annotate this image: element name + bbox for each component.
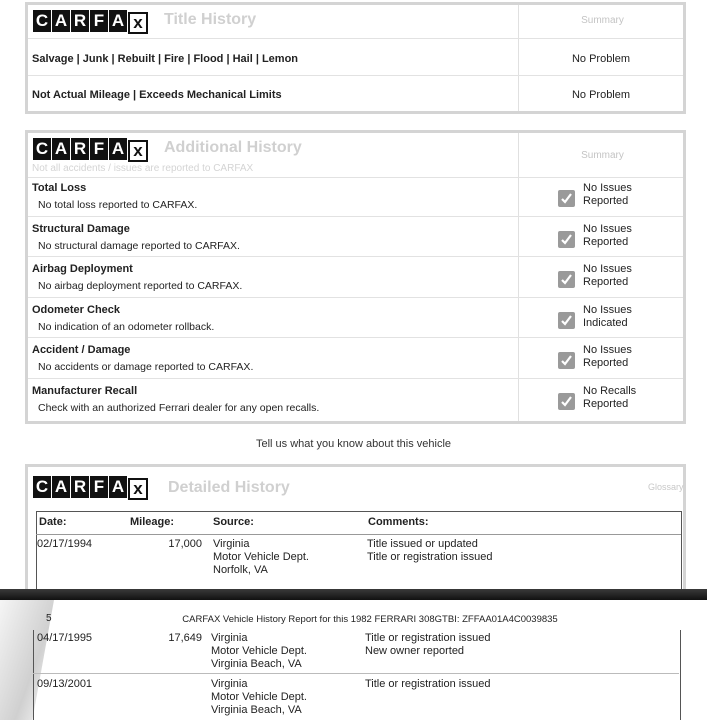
record-source: Virginia Motor Vehicle Dept. Virginia Beach, VA: [211, 678, 307, 716]
checkmark-icon: [558, 271, 575, 288]
title-brand-row-label: Salvage | Junk | Rebuilt | Fire | Flood | Hail | Lemon: [32, 53, 299, 65]
history-item-status-line1: No Issues: [583, 303, 632, 316]
history-item-status-line2: Indicated: [583, 316, 628, 329]
history-item-title: Odometer Check: [32, 303, 121, 316]
mileage-row-label: Not Actual Mileage | Exceeds Mechanical Limits: [32, 89, 282, 101]
carfax-logo: C A R F A x: [33, 476, 148, 500]
mileage-column-header: Mileage:: [130, 516, 175, 528]
history-item-description: No indication of an odometer rollback.: [38, 320, 215, 333]
page-number: 5: [46, 613, 52, 624]
checkmark-icon: [558, 231, 575, 248]
record-comments: Title or registration issued New owner reported: [365, 632, 491, 657]
record-source: Virginia Motor Vehicle Dept. Virginia Beach, VA: [211, 632, 307, 670]
history-item-description: No airbag deployment reported to CARFAX.: [38, 280, 243, 292]
row-divider: [28, 256, 683, 257]
record-date: 09/13/2001: [37, 678, 93, 690]
row-divider: [28, 297, 683, 298]
history-item-status-line2: Reported: [583, 397, 629, 410]
row-divider: [28, 378, 683, 379]
title-brand-row-value: No Problem: [571, 53, 631, 65]
additional-history-heading: Additional History: [164, 139, 302, 156]
history-item-status-line2: Reported: [583, 195, 629, 207]
history-item-status-line1: No Issues: [583, 182, 632, 194]
checkmark-icon: [558, 190, 575, 207]
history-item-status-line1: No Issues: [583, 344, 632, 356]
glossary-link[interactable]: Glossary: [648, 482, 684, 492]
history-item-status-line2: Reported: [583, 276, 629, 288]
history-item-title: Total Loss: [32, 182, 87, 194]
record-mileage: 17,649: [168, 632, 202, 644]
record-comments: Title issued or updated Title or registration issued: [367, 538, 493, 563]
detailed-history-heading: Detailed History: [168, 479, 290, 496]
date-column-header: Date:: [39, 516, 67, 528]
checkmark-icon: [558, 312, 575, 329]
title-history-panel: [25, 2, 686, 114]
record-mileage: 17,000: [168, 538, 202, 550]
detailed-history-panel: [25, 464, 686, 589]
history-item-title: Structural Damage: [32, 222, 130, 235]
record-date: 04/17/1995: [37, 632, 93, 644]
history-item-description: No accidents or damage reported to CARFAX.: [38, 361, 254, 373]
additional-history-subtitle: Not all accidents / issues are reported to CARFAX: [32, 163, 254, 174]
title-history-heading: Title History: [164, 11, 257, 28]
checkmark-icon: [558, 352, 575, 369]
carfax-logo: C A R F A x: [33, 10, 148, 34]
mileage-row-value: No Problem: [571, 89, 631, 101]
page-break-bar: [0, 589, 707, 600]
report-footer: CARFAX Vehicle History Report for this 1982 FERRARI 308GTBI: ZFFAA01A4C0039835: [182, 614, 558, 625]
history-item-status-line1: No Recalls: [583, 384, 637, 397]
summary-header: Summary: [581, 150, 624, 161]
record-comments: Title or registration issued: [365, 678, 491, 690]
history-item-status-line1: No Issues: [583, 222, 632, 235]
history-item-description: Check with an authorized Ferrari dealer for any open recalls.: [38, 401, 320, 414]
history-item-title: Manufacturer Recall: [32, 384, 138, 397]
carfax-logo: C A R F A x: [33, 138, 148, 162]
history-item-status-line1: No Issues: [583, 263, 632, 275]
summary-header: Summary: [581, 15, 624, 26]
history-item-title: Accident / Damage: [32, 344, 131, 356]
record-source: Virginia Motor Vehicle Dept. Norfolk, VA: [213, 538, 309, 576]
record-date: 02/17/1994: [37, 538, 93, 550]
history-item-description: No structural damage reported to CARFAX.: [38, 239, 240, 252]
comments-column-header: Comments:: [368, 516, 429, 528]
tell-us-link[interactable]: Tell us what you know about this vehicle: [255, 438, 452, 450]
history-item-status-line2: Reported: [583, 357, 629, 369]
row-divider: [28, 216, 683, 217]
history-item-title: Airbag Deployment: [32, 263, 133, 275]
row-divider: [28, 337, 683, 338]
history-item-status-line2: Reported: [583, 235, 629, 248]
history-item-description: No total loss reported to CARFAX.: [38, 199, 198, 211]
checkmark-icon: [558, 393, 575, 410]
source-column-header: Source:: [213, 516, 254, 528]
